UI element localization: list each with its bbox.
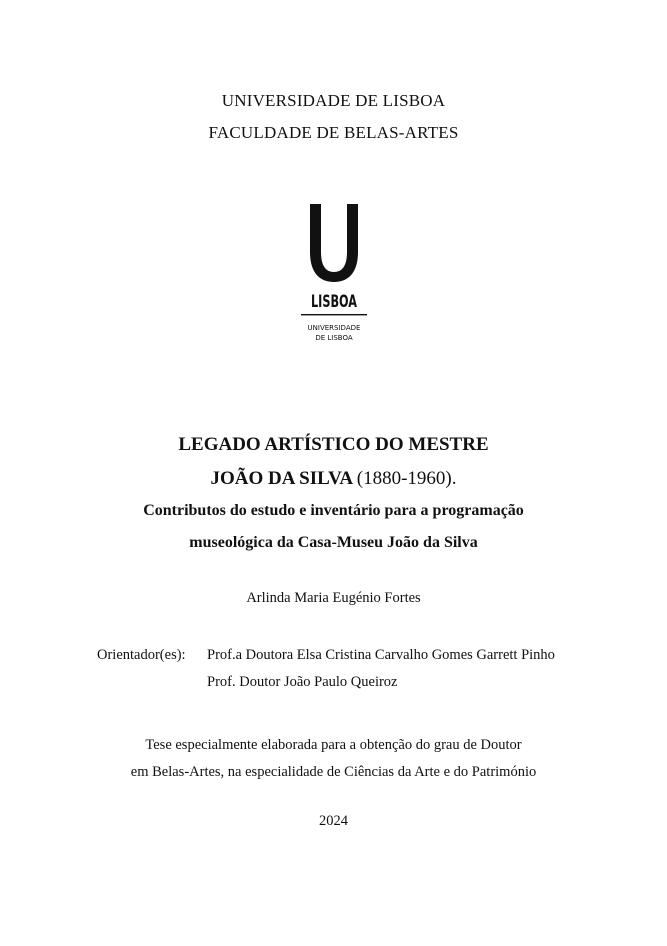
thesis-purpose-line-2: em Belas-Artes, na especialidade de Ciências da Arte e do Património: [130, 764, 537, 780]
university-name: UNIVERSIDADE DE LISBOA: [221, 91, 446, 110]
logo-small-line-1: UNIVERSIDADE: [307, 324, 361, 332]
thesis-title-line-1: LEGADO ARTÍSTICO DO MESTRE: [178, 434, 489, 455]
title-years: (1880-1960).: [356, 468, 457, 489]
advisor-name: Prof.a Doutora Elsa Cristina Carvalho Gomes Garrett Pinho: [207, 647, 555, 663]
advisor-name: Prof. Doutor João Paulo Queiroz: [207, 674, 398, 690]
logo-divider: [301, 314, 367, 315]
university-logo: [296, 200, 372, 350]
advisors-label: Orientador(es):: [97, 647, 186, 663]
logo-small-line-2: DE LISBOA: [315, 334, 353, 342]
thesis-title-line-2: [0, 468, 667, 490]
title-name: JOÃO DA SILVA: [210, 468, 353, 489]
thesis-purpose-line-1: Tese especialmente elaborada para a obtenção do grau de Doutor: [145, 737, 522, 753]
thesis-year: 2024: [319, 813, 348, 829]
thesis-subtitle-line-1: Contributos do estudo e inventário para a programação: [143, 502, 524, 519]
logo-u-mark: [310, 204, 358, 282]
logo-wordmark: LISBOA: [311, 292, 358, 312]
author-name: Arlinda Maria Eugénio Fortes: [246, 590, 421, 606]
thesis-subtitle-line-2: museológica da Casa-Museu João da Silva: [189, 534, 478, 551]
faculty-name: FACULDADE DE BELAS-ARTES: [208, 123, 459, 142]
